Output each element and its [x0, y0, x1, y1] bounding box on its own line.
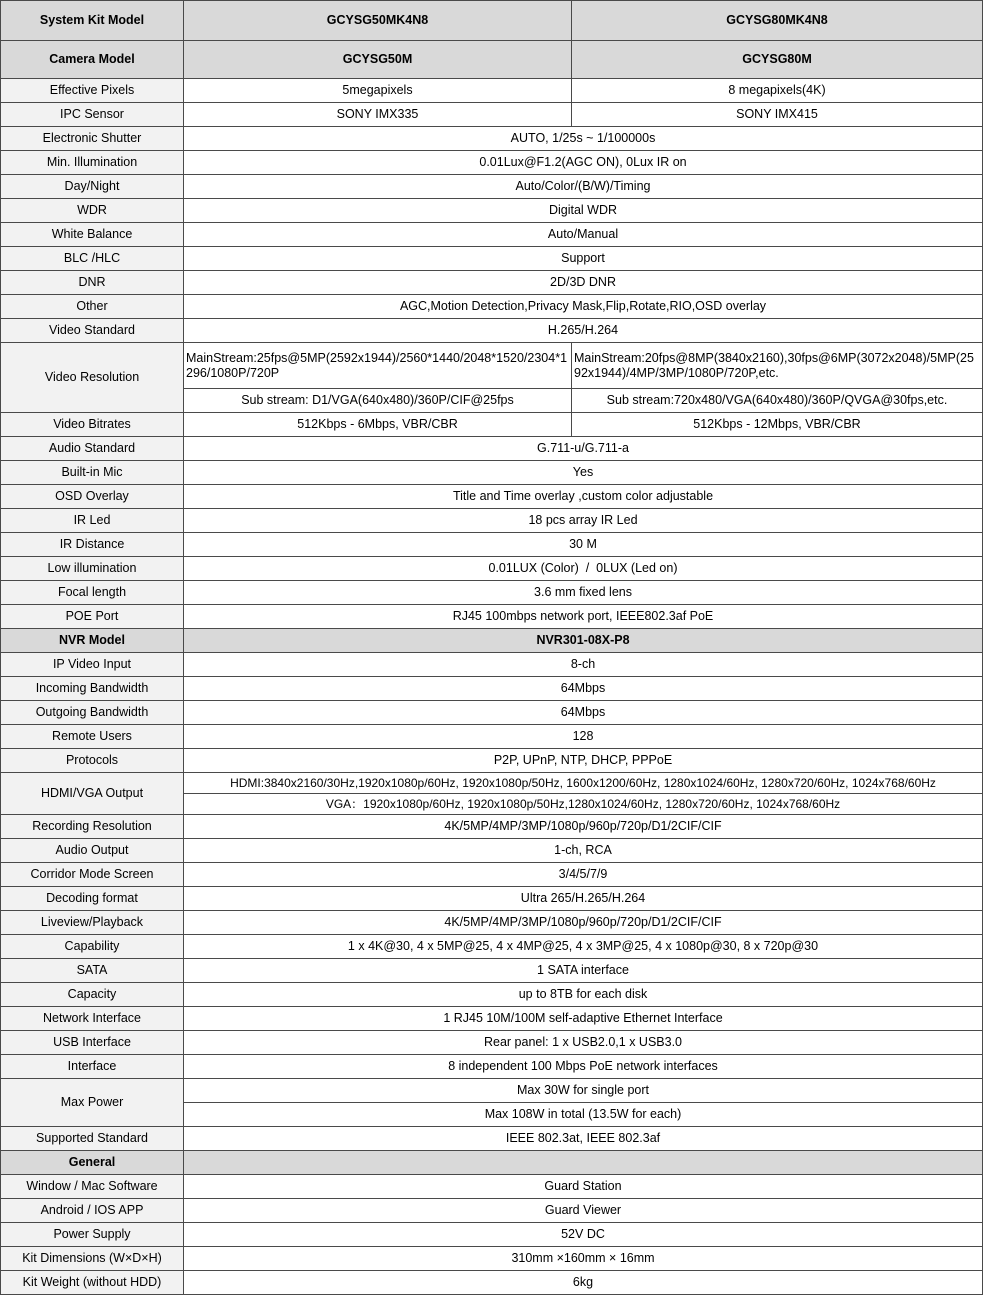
camera-model-1: GCYSG50M [184, 41, 572, 79]
nvr-model: NVR301-08X-P8 [184, 629, 983, 653]
row-label: System Kit Model [1, 1, 184, 41]
recording-resolution-row [1, 815, 983, 839]
value-cell: 5megapixels [184, 79, 572, 103]
value-cell: 30 M [184, 533, 983, 557]
value-cell: 1 RJ45 10M/100M self-adaptive Ethernet Interface [184, 1007, 983, 1031]
row-label: DNR [1, 271, 184, 295]
value-cell: 0.01LUX (Color) / 0LUX (Led on) [184, 557, 983, 581]
row-label: Decoding format [1, 887, 184, 911]
value-cell: 512Kbps - 12Mbps, VBR/CBR [572, 413, 983, 437]
android-ios-row [1, 1199, 983, 1223]
row-label: Corridor Mode Screen [1, 863, 184, 887]
kit-dimensions-row [1, 1247, 983, 1271]
value-cell: 52V DC [184, 1223, 983, 1247]
row-label: IP Video Input [1, 653, 184, 677]
row-label: Android / IOS APP [1, 1199, 184, 1223]
value-cell: Auto/Manual [184, 223, 983, 247]
protocols-row [1, 749, 983, 773]
value-cell: Ultra 265/H.265/H.264 [184, 887, 983, 911]
capability-row [1, 935, 983, 959]
row-label: Protocols [1, 749, 184, 773]
row-label: IR Distance [1, 533, 184, 557]
general-header-empty [184, 1151, 983, 1175]
row-label: Video Resolution [1, 343, 184, 413]
value-cell: 4K/5MP/4MP/3MP/1080p/960p/720p/D1/2CIF/CIF [184, 911, 983, 935]
row-label: Remote Users [1, 725, 184, 749]
value-cell: 0.01Lux@F1.2(AGC ON), 0Lux IR on [184, 151, 983, 175]
low-illumination-row [1, 557, 983, 581]
camera-model-row [1, 41, 983, 79]
value-cell: 1 x 4K@30, 4 x 5MP@25, 4 x 4MP@25, 4 x 3MP@25, 4 x 1080p@30, 8 x 720p@30 [184, 935, 983, 959]
value-cell: H.265/H.264 [184, 319, 983, 343]
day-night-row [1, 175, 983, 199]
window-mac-row [1, 1175, 983, 1199]
value-cell: SONY IMX415 [572, 103, 983, 127]
row-label: OSD Overlay [1, 485, 184, 509]
capacity-row [1, 983, 983, 1007]
value-cell: SONY IMX335 [184, 103, 572, 127]
value-cell: RJ45 100mbps network port, IEEE802.3af PoE [184, 605, 983, 629]
main-stream-cell: MainStream:25fps@5MP(2592x1944)/2560*1440/2048*1520/2304*1296/1080P/720P [184, 343, 572, 389]
value-cell: Support [184, 247, 983, 271]
sub-stream-cell: Sub stream:720x480/VGA(640x480)/360P/QVGA@30fps,etc. [572, 389, 983, 413]
row-label: USB Interface [1, 1031, 184, 1055]
row-label: Other [1, 295, 184, 319]
focal-length-row [1, 581, 983, 605]
row-label: Max Power [1, 1079, 184, 1127]
poe-port-row [1, 605, 983, 629]
value-cell: 8 independent 100 Mbps PoE network interfaces [184, 1055, 983, 1079]
value-cell: Guard Station [184, 1175, 983, 1199]
supported-standard-row [1, 1127, 983, 1151]
ir-led-row [1, 509, 983, 533]
row-label: Power Supply [1, 1223, 184, 1247]
row-label: Min. Illumination [1, 151, 184, 175]
dnr-row [1, 271, 983, 295]
value-cell: Auto/Color/(B/W)/Timing [184, 175, 983, 199]
value-cell: 64Mbps [184, 677, 983, 701]
kit-model-2: GCYSG80MK4N8 [572, 1, 983, 41]
row-label: Day/Night [1, 175, 184, 199]
liveview-playback-row [1, 911, 983, 935]
video-resolution-main-row [1, 343, 983, 389]
ir-distance-row [1, 533, 983, 557]
row-label: Audio Output [1, 839, 184, 863]
value-cell: IEEE 802.3at, IEEE 802.3af [184, 1127, 983, 1151]
value-cell: Title and Time overlay ,custom color adjustable [184, 485, 983, 509]
audio-standard-row [1, 437, 983, 461]
row-label: Network Interface [1, 1007, 184, 1031]
row-label: Built-in Mic [1, 461, 184, 485]
value-cell: Rear panel: 1 x USB2.0,1 x USB3.0 [184, 1031, 983, 1055]
effective-pixels-row [1, 79, 983, 103]
value-cell: Yes [184, 461, 983, 485]
value-cell: AGC,Motion Detection,Privacy Mask,Flip,Rotate,RIO,OSD overlay [184, 295, 983, 319]
row-label: Interface [1, 1055, 184, 1079]
outgoing-bandwidth-row [1, 701, 983, 725]
audio-output-row [1, 839, 983, 863]
value-cell: AUTO, 1/25s ~ 1/100000s [184, 127, 983, 151]
value-cell: 3/4/5/7/9 [184, 863, 983, 887]
row-label: Focal length [1, 581, 184, 605]
vga-output-cell: VGA：1920x1080p/60Hz, 1920x1080p/50Hz,1280x1024/60Hz, 1280x720/60Hz, 1024x768/60Hz [184, 794, 983, 815]
row-label: Recording Resolution [1, 815, 184, 839]
kit-model-row [1, 1, 983, 41]
row-label: Audio Standard [1, 437, 184, 461]
row-label: General [1, 1151, 184, 1175]
usb-interface-row [1, 1031, 983, 1055]
power-supply-row [1, 1223, 983, 1247]
row-label: Video Bitrates [1, 413, 184, 437]
interface-row [1, 1055, 983, 1079]
min-illumination-row [1, 151, 983, 175]
max-power-row-1 [1, 1079, 983, 1103]
row-label: POE Port [1, 605, 184, 629]
blc-hlc-row [1, 247, 983, 271]
row-label: Electronic Shutter [1, 127, 184, 151]
video-bitrates-row [1, 413, 983, 437]
wdr-row [1, 199, 983, 223]
other-row [1, 295, 983, 319]
row-label: Supported Standard [1, 1127, 184, 1151]
kit-model-1: GCYSG50MK4N8 [184, 1, 572, 41]
row-label: Incoming Bandwidth [1, 677, 184, 701]
row-label: Outgoing Bandwidth [1, 701, 184, 725]
row-label: Liveview/Playback [1, 911, 184, 935]
value-cell: 18 pcs array IR Led [184, 509, 983, 533]
value-cell: 1-ch, RCA [184, 839, 983, 863]
row-label: SATA [1, 959, 184, 983]
remote-users-row [1, 725, 983, 749]
row-label: Effective Pixels [1, 79, 184, 103]
row-label: BLC /HLC [1, 247, 184, 271]
row-label: HDMI/VGA Output [1, 773, 184, 815]
value-cell: 6kg [184, 1271, 983, 1295]
hdmi-output-row [1, 773, 983, 794]
value-cell: 128 [184, 725, 983, 749]
general-header-row [1, 1151, 983, 1175]
network-interface-row [1, 1007, 983, 1031]
value-cell: up to 8TB for each disk [184, 983, 983, 1007]
value-cell: 3.6 mm fixed lens [184, 581, 983, 605]
row-label: Kit Weight (without HDD) [1, 1271, 184, 1295]
value-cell: Digital WDR [184, 199, 983, 223]
value-cell: 2D/3D DNR [184, 271, 983, 295]
sata-row [1, 959, 983, 983]
decoding-format-row [1, 887, 983, 911]
row-label: IR Led [1, 509, 184, 533]
row-label: Capability [1, 935, 184, 959]
incoming-bandwidth-row [1, 677, 983, 701]
value-cell: 512Kbps - 6Mbps, VBR/CBR [184, 413, 572, 437]
value-cell: Max 108W in total (13.5W for each) [184, 1103, 983, 1127]
value-cell: 310mm ×160mm × 16mm [184, 1247, 983, 1271]
row-label: Kit Dimensions (W×D×H) [1, 1247, 184, 1271]
builtin-mic-row [1, 461, 983, 485]
ipc-sensor-row [1, 103, 983, 127]
value-cell: Guard Viewer [184, 1199, 983, 1223]
camera-model-2: GCYSG80M [572, 41, 983, 79]
value-cell: 64Mbps [184, 701, 983, 725]
row-label: WDR [1, 199, 184, 223]
value-cell: 8-ch [184, 653, 983, 677]
value-cell: Max 30W for single port [184, 1079, 983, 1103]
row-label: Low illumination [1, 557, 184, 581]
value-cell: 1 SATA interface [184, 959, 983, 983]
electronic-shutter-row [1, 127, 983, 151]
row-label: White Balance [1, 223, 184, 247]
sub-stream-cell: Sub stream: D1/VGA(640x480)/360P/CIF@25fps [184, 389, 572, 413]
row-label: Video Standard [1, 319, 184, 343]
value-cell: G.711-u/G.711-a [184, 437, 983, 461]
corridor-mode-row [1, 863, 983, 887]
osd-overlay-row [1, 485, 983, 509]
value-cell: P2P, UPnP, NTP, DHCP, PPPoE [184, 749, 983, 773]
kit-weight-row [1, 1271, 983, 1295]
value-cell: 8 megapixels(4K) [572, 79, 983, 103]
row-label: Capacity [1, 983, 184, 1007]
value-cell: 4K/5MP/4MP/3MP/1080p/960p/720p/D1/2CIF/CIF [184, 815, 983, 839]
main-stream-cell: MainStream:20fps@8MP(3840x2160),30fps@6MP(3072x2048)/5MP(2592x1944)/4MP/3MP/1080P/720P,etc. [572, 343, 983, 389]
row-label: Window / Mac Software [1, 1175, 184, 1199]
ip-video-input-row [1, 653, 983, 677]
white-balance-row [1, 223, 983, 247]
row-label: Camera Model [1, 41, 184, 79]
row-label: IPC Sensor [1, 103, 184, 127]
row-label: NVR Model [1, 629, 184, 653]
hdmi-output-cell: HDMI:3840x2160/30Hz,1920x1080p/60Hz, 1920x1080p/50Hz, 1600x1200/60Hz, 1280x1024/60Hz, 1280x720/60Hz, 1024x768/60Hz [184, 773, 983, 794]
nvr-model-row [1, 629, 983, 653]
video-standard-row [1, 319, 983, 343]
